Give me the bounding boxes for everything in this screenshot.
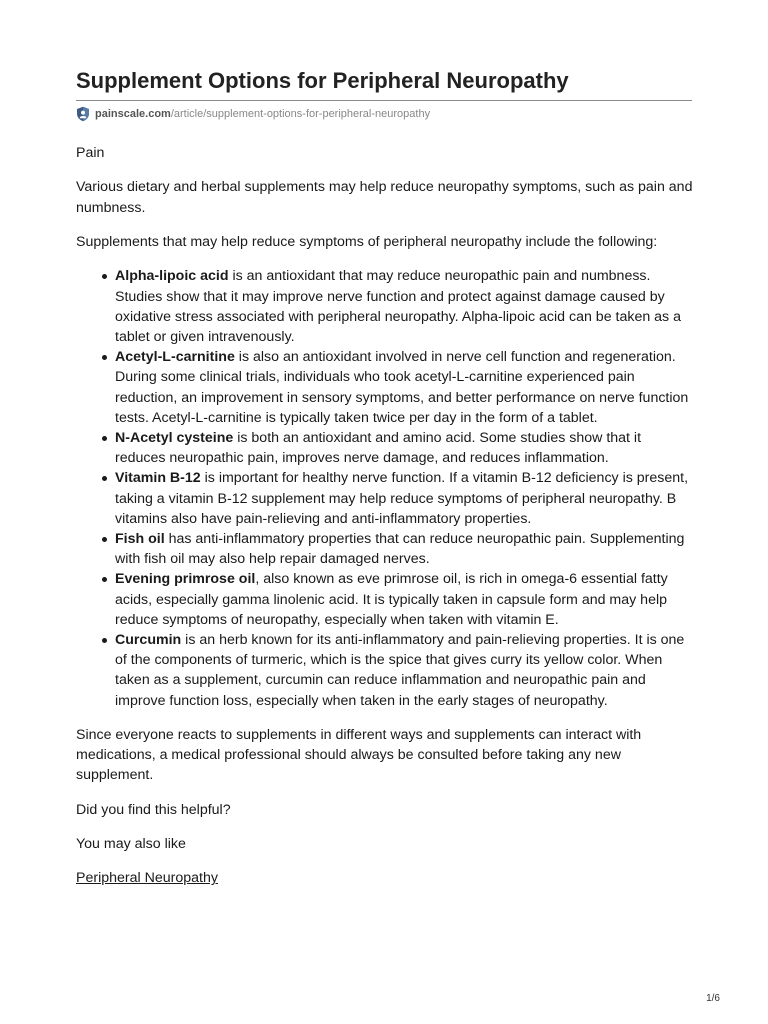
- page-title: Supplement Options for Peripheral Neuropathy: [76, 68, 569, 93]
- page-number: 1/6: [706, 993, 720, 1004]
- closing-paragraph: Since everyone reacts to supplements in different ways and supplements can interact with medications, a medical professional should always be consulted before taking any new supplement.: [76, 726, 642, 784]
- helpful-prompt: Did you find this helpful?: [76, 801, 231, 818]
- supplement-description: has anti-inflammatory properties that can reduce neuropathic pain. Supplementing with fish oil may also help repair damaged nerves.: [115, 531, 685, 568]
- supplement-name: Curcumin: [115, 632, 182, 649]
- article-body: [76, 143, 694, 903]
- also-like-heading: You may also like: [76, 836, 186, 853]
- supplement-description: is both an antioxidant and amino acid. Some studies show that it reduces neuropathic pain, improves nerve damage, and reduces inflammation.: [115, 430, 642, 467]
- related-article-link[interactable]: Peripheral Neuropathy: [76, 870, 218, 887]
- intro-paragraph: Various dietary and herbal supplements may help reduce neuropathy symptoms, such as pain and numbness.: [76, 179, 693, 216]
- title-divider: [76, 100, 692, 101]
- category-label: Pain: [76, 145, 105, 161]
- shield-icon: [76, 106, 90, 122]
- supplement-description: is also an antioxidant involved in nerve cell function and regeneration. During some clinical trials, individuals who took acetyl-L-carnitine experienced pain reduction, an improvement in sensory symptoms, and better performance on nerve function tests. Acetyl-L-carnitine is typically taken twice per day in the form of a tablet.: [115, 349, 689, 426]
- list-item: [115, 347, 694, 428]
- supplement-name: Evening primrose oil: [115, 571, 256, 588]
- source-domain: painscale.com: [95, 108, 171, 120]
- list-item: [115, 630, 694, 711]
- list-item: [115, 529, 694, 569]
- list-item: [115, 468, 694, 529]
- supplement-name: Fish oil: [115, 531, 165, 548]
- list-item: [115, 569, 694, 630]
- supplement-description: is important for healthy nerve function. If a vitamin B-12 deficiency is present, taking a vitamin B-12 supplement may help reduce symptoms of peripheral neuropathy. B vitamins also have pain-relieving and anti-inflammatory properties.: [115, 470, 689, 527]
- supplement-description: is an herb known for its anti-inflammatory and pain-relieving properties. It is one of the components of turmeric, which is the spice that gives curry its yellow color. When taken as a supplement, curcumin can reduce inflammation and neuropathic pain and improve function loss, especially when taken in the early stages of neuropathy.: [115, 632, 685, 709]
- supplement-description: is an antioxidant that may reduce neuropathic pain and numbness. Studies show that it may improve nerve function and protect against damage caused by oxidative stress associated with peripheral neuropathy. Alpha-lipoic acid can be taken as a tablet or given intravenously.: [115, 268, 681, 345]
- source-path: /article/supplement-options-for-peripheral-neuropathy: [170, 108, 431, 120]
- supplement-list: [76, 266, 694, 710]
- supplement-description: , also known as eve primrose oil, is rich in omega-6 essential fatty acids, especially gamma linolenic acid. It is typically taken in capsule form and may help reduce symptoms of neuropathy, especially when taken with vitamin E.: [115, 571, 668, 628]
- supplement-name: N-Acetyl cysteine: [115, 430, 234, 446]
- source-url[interactable]: [76, 106, 430, 122]
- supplement-name: Vitamin B-12: [115, 470, 201, 487]
- list-intro-paragraph: Supplements that may help reduce symptoms of peripheral neuropathy include the following:: [76, 233, 658, 250]
- supplement-name: Alpha-lipoic acid: [115, 268, 229, 285]
- supplement-name: Acetyl-L-carnitine: [115, 349, 235, 366]
- list-item: [115, 428, 694, 468]
- list-item: [115, 266, 694, 347]
